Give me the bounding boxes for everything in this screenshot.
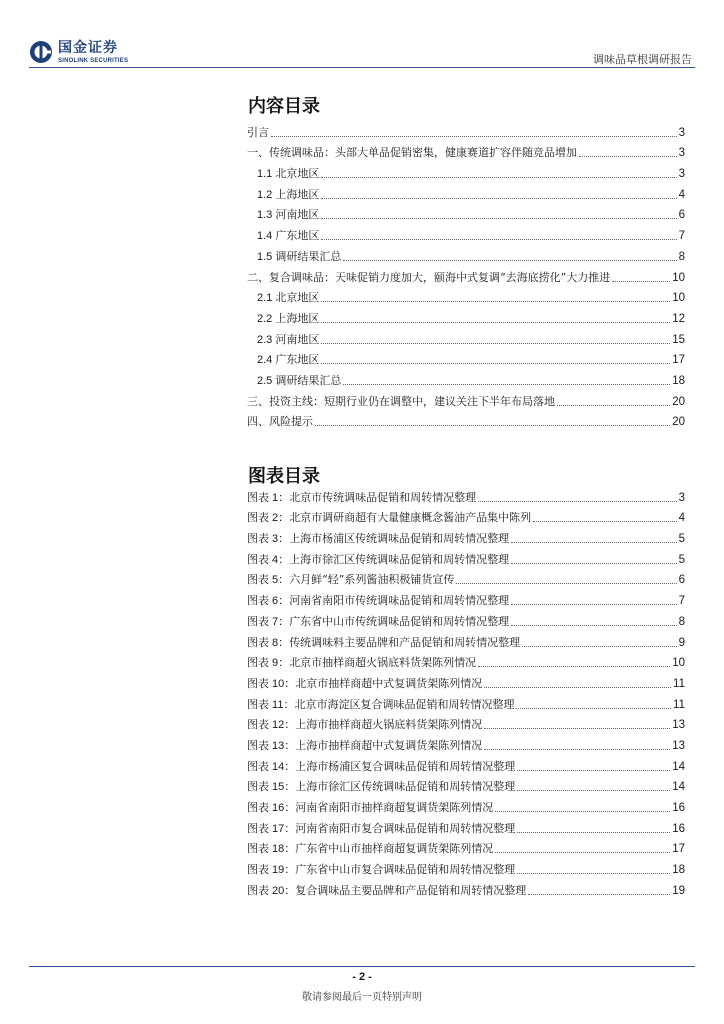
figure-entry[interactable] — [247, 712, 685, 733]
toc-title: 内容目录 — [248, 96, 320, 117]
toc-entry-number: 1.1 — [257, 168, 276, 181]
toc-entry-page-number: 8 — [678, 250, 685, 263]
dot-leader — [528, 893, 670, 895]
figure-entry-page-number: 4 — [678, 512, 685, 525]
toc-entry-text: 广东地区 — [275, 353, 320, 367]
dot-leader — [511, 562, 676, 564]
sinolink-logo-icon — [29, 40, 53, 64]
figure-entry-number: 图表 3： — [247, 533, 290, 546]
figure-entry-label — [247, 884, 526, 898]
figure-entry[interactable] — [247, 567, 685, 588]
dot-leader — [484, 686, 671, 688]
figure-entry-label — [247, 594, 509, 608]
figure-entry-label — [247, 842, 493, 856]
figure-entry-label — [247, 573, 454, 587]
toc-entry-page-number: 3 — [678, 147, 685, 160]
toc-entry-text: 三、投资主线：短期行业仍在调整中，建议关注下半年布局落地 — [247, 394, 555, 408]
figure-entry-label — [247, 636, 520, 650]
figure-entry-number: 图表 12： — [247, 719, 296, 732]
dot-leader — [478, 500, 676, 502]
dot-leader — [343, 259, 676, 261]
toc-entry-number: 1.4 — [257, 230, 276, 243]
figure-entry[interactable] — [247, 732, 685, 753]
dot-leader — [517, 769, 670, 771]
dot-leader — [321, 300, 670, 302]
toc-entry-page-number: 18 — [672, 374, 685, 387]
dot-leader — [533, 520, 676, 522]
toc-entry-text: 广东地区 — [275, 229, 320, 243]
figure-entry-page-number: 5 — [678, 533, 685, 546]
figure-entry-text: 六月鲜“轻”系列酱油积极铺货宣传 — [289, 573, 455, 587]
figure-entry-number: 图表 16： — [247, 802, 296, 814]
figure-entry-number: 图表 20： — [247, 884, 296, 897]
figure-entry[interactable] — [247, 670, 685, 691]
figure-entry-text: 河南省南阳市传统调味品促销和周转情况整理 — [289, 594, 510, 608]
figure-entry[interactable] — [247, 815, 685, 836]
figure-entry-label — [247, 739, 482, 753]
figure-entry-text: 传统调味料主要品牌和产品促销和周转情况整理 — [289, 635, 521, 649]
dot-leader — [321, 238, 676, 240]
dot-leader — [495, 851, 670, 853]
figure-entry-number: 图表 10： — [247, 677, 296, 690]
toc-entry-number: 2.5 — [257, 374, 276, 387]
dot-leader — [517, 831, 670, 833]
figure-entry[interactable] — [247, 587, 685, 608]
figure-entry-page-number: 10 — [672, 657, 685, 670]
dot-leader — [456, 582, 676, 584]
toc-entry-number: 2.2 — [257, 312, 276, 325]
figure-entry-text: 广东省中山市复合调味品促销和周转情况整理 — [295, 863, 516, 877]
toc-entry-label — [257, 353, 319, 367]
toc-entry[interactable] — [247, 264, 685, 285]
dot-leader — [517, 789, 670, 791]
figure-entry[interactable] — [247, 629, 685, 650]
figure-entry[interactable] — [247, 525, 685, 546]
dot-leader — [478, 665, 670, 667]
toc-entry-label — [257, 229, 319, 243]
figure-entry-page-number: 16 — [672, 802, 685, 814]
figure-entry-text: 北京市海淀区复合调味品促销和周转情况整理 — [294, 697, 515, 711]
toc-entry-label — [247, 395, 555, 409]
toc-entry[interactable] — [247, 222, 685, 243]
toc-entry-text: 上海地区 — [275, 311, 320, 325]
figure-entry-page-number: 14 — [672, 760, 685, 773]
figure-entry-page-number: 5 — [678, 553, 685, 566]
logo-chinese-name: 国金证券 — [58, 39, 118, 56]
toc-entry-label — [247, 146, 577, 160]
toc-entry-label — [257, 312, 319, 326]
figure-entry-label — [247, 553, 509, 567]
figures-title: 图表目录 — [248, 466, 320, 487]
dot-leader — [612, 280, 670, 282]
dot-leader — [511, 541, 676, 543]
toc-entry-text: 调研结果汇总 — [275, 249, 342, 263]
figure-entry[interactable] — [247, 774, 685, 795]
toc-entry-text: 调研结果汇总 — [275, 373, 342, 387]
figure-entry-text: 上海市杨浦区复合调味品促销和周转情况整理 — [295, 759, 516, 773]
toc-entry-label — [247, 126, 269, 140]
figure-entry-number: 图表 8： — [247, 636, 290, 649]
toc-entry[interactable] — [247, 409, 685, 430]
figure-entry-number: 图表 6： — [247, 595, 290, 608]
figure-entry-page-number: 16 — [672, 822, 685, 835]
dot-leader — [321, 197, 676, 199]
footer-disclaimer: 敬请参阅最后一页特别声明 — [302, 992, 422, 1003]
toc-entry-label — [257, 374, 341, 388]
toc-entry[interactable] — [247, 202, 685, 223]
figure-entry[interactable] — [247, 877, 685, 898]
figure-entry-number: 图表 18： — [247, 843, 296, 856]
figure-entry[interactable] — [247, 836, 685, 857]
dot-leader — [321, 176, 676, 178]
figure-entry-label — [247, 718, 482, 732]
toc-list — [247, 119, 685, 429]
figure-entry[interactable] — [247, 650, 685, 671]
toc-entry-label — [247, 415, 313, 429]
toc-entry-page-number: 12 — [672, 312, 685, 325]
figure-entry-label — [247, 677, 482, 691]
figure-entry-page-number: 7 — [678, 595, 685, 608]
page-header — [0, 0, 724, 70]
toc-entry-label — [247, 271, 610, 285]
figure-entry-text: 河南省南阳市复合调味品促销和周转情况整理 — [295, 821, 516, 835]
figure-entry-text: 广东省中山市传统调味品促销和周转情况整理 — [289, 614, 510, 628]
figure-entry-page-number: 17 — [672, 843, 685, 856]
header-divider — [29, 67, 695, 68]
figure-entry-text: 北京市抽样商超中式复调货架陈列情况 — [295, 676, 483, 690]
figure-entry[interactable] — [247, 691, 685, 712]
figure-entry-page-number: 19 — [672, 884, 685, 897]
toc-entry-text: 引言 — [247, 125, 269, 139]
figure-entry-number: 图表 15： — [247, 781, 296, 794]
figure-entry-page-number: 6 — [678, 574, 685, 587]
figure-entry-number: 图表 14： — [247, 760, 296, 773]
toc-entry-page-number: 7 — [678, 230, 685, 243]
figure-entry-label — [247, 760, 515, 774]
figure-entry-page-number: 11 — [673, 677, 685, 690]
figure-entry-number: 图表 11： — [247, 698, 295, 711]
toc-entry-label — [257, 188, 319, 202]
figure-entry-page-number: 14 — [672, 781, 685, 794]
toc-entry-label — [257, 333, 319, 347]
figure-entry[interactable] — [247, 794, 685, 815]
figure-entry-number: 图表 9： — [247, 657, 290, 670]
figure-entry-label — [247, 511, 531, 525]
figure-entry-label — [247, 698, 514, 712]
page-number: - 2 - — [352, 971, 372, 983]
toc-entry-number: 1.5 — [257, 250, 276, 263]
figure-entry-label — [247, 656, 476, 670]
toc-entry[interactable] — [247, 347, 685, 368]
figure-entry-number: 图表 4： — [247, 553, 290, 566]
toc-entry[interactable] — [247, 326, 685, 347]
figure-entry-page-number: 9 — [678, 636, 685, 649]
figure-entry-text: 上海市抽样商超火锅底料货架陈列情况 — [295, 718, 483, 732]
toc-entry[interactable] — [247, 388, 685, 409]
figure-entry-text: 广东省中山市抽样商超复调货架陈列情况 — [295, 842, 494, 856]
report-type-label: 调味品草根调研报告 — [593, 53, 692, 66]
dot-leader — [484, 748, 670, 750]
figure-entry[interactable] — [247, 856, 685, 877]
toc-entry-page-number: 6 — [678, 209, 685, 222]
dot-leader — [517, 872, 670, 874]
toc-entry-page-number: 10 — [672, 292, 685, 305]
figure-entry-page-number: 3 — [678, 491, 685, 504]
toc-entry[interactable] — [247, 305, 685, 326]
toc-entry[interactable] — [247, 119, 685, 140]
dot-leader — [315, 424, 670, 426]
toc-entry-number: 2.1 — [257, 292, 276, 305]
figure-entry-label — [247, 822, 515, 836]
figure-entry-page-number: 13 — [672, 719, 685, 732]
toc-entry-label — [257, 167, 319, 181]
toc-entry-label — [257, 291, 319, 305]
toc-entry-page-number: 15 — [672, 333, 685, 346]
figure-entry[interactable] — [247, 505, 685, 526]
toc-entry-text: 河南地区 — [275, 208, 320, 222]
dot-leader — [321, 217, 676, 219]
toc-entry-page-number: 3 — [678, 126, 685, 139]
toc-entry-page-number: 20 — [672, 416, 685, 429]
toc-entry-number: 2.3 — [257, 333, 276, 346]
toc-entry-page-number: 17 — [672, 354, 685, 367]
figure-entry-page-number: 18 — [672, 864, 685, 877]
figure-entry-number: 图表 1： — [247, 491, 290, 504]
figure-entry[interactable] — [247, 608, 685, 629]
toc-entry-label — [257, 208, 319, 222]
figure-entry-text: 北京市调研商超有大量健康概念酱油产品集中陈列 — [289, 511, 532, 525]
toc-entry[interactable] — [247, 367, 685, 388]
figure-entry-number: 图表 17： — [247, 822, 296, 835]
figure-entry-text: 北京市传统调味品促销和周转情况整理 — [289, 490, 477, 504]
toc-entry[interactable] — [247, 140, 685, 161]
dot-leader — [321, 342, 670, 344]
figure-entry-text: 上海市徐汇区传统调味品促销和周转情况整理 — [295, 780, 516, 794]
dot-leader — [579, 155, 677, 157]
toc-entry-text: 北京地区 — [275, 291, 320, 305]
figure-entry-label — [247, 780, 515, 794]
figure-entry-text: 上海市抽样商超中式复调货架陈列情况 — [295, 738, 483, 752]
dot-leader — [271, 135, 677, 137]
figure-entry-page-number: 13 — [672, 739, 685, 752]
figure-entry-number: 图表 7： — [247, 615, 290, 628]
figure-entry-label — [247, 801, 493, 815]
figure-entry-label — [247, 863, 515, 877]
toc-entry-label — [257, 250, 341, 264]
dot-leader — [516, 707, 671, 709]
figure-entry-page-number: 8 — [678, 615, 685, 628]
dot-leader — [484, 727, 670, 729]
toc-entry[interactable] — [247, 285, 685, 306]
toc-entry-page-number: 10 — [672, 271, 685, 284]
figure-entry-text: 复合调味品主要品牌和产品促销和周转情况整理 — [295, 883, 527, 897]
logo-english-name: SINOLINK SECURITIES — [58, 57, 129, 64]
figure-entry[interactable] — [247, 484, 685, 505]
dot-leader — [321, 321, 670, 323]
company-logo — [29, 40, 128, 64]
toc-entry-text: 一、传统调味品：头部大单品促销密集，健康赛道扩容伴随竞品增加 — [247, 146, 577, 160]
figure-entry[interactable] — [247, 546, 685, 567]
figure-entry-text: 上海市杨浦区传统调味品促销和周转情况整理 — [289, 532, 510, 546]
toc-entry-number: 1.2 — [257, 188, 276, 201]
dot-leader — [522, 645, 676, 647]
figure-entry-number: 图表 5： — [247, 574, 290, 587]
figure-entry-text: 上海市徐汇区传统调味品促销和周转情况整理 — [289, 552, 510, 566]
figure-entry-page-number: 11 — [673, 698, 685, 711]
toc-entry[interactable] — [247, 160, 685, 181]
toc-entry-text: 北京地区 — [275, 167, 320, 181]
dot-leader — [495, 810, 670, 812]
toc-entry-text: 四、风险提示 — [247, 415, 313, 429]
figure-entry-label — [247, 615, 509, 629]
figure-entry-number: 图表 13： — [247, 739, 296, 752]
figure-entry-label — [247, 491, 476, 505]
toc-entry-page-number: 4 — [678, 188, 685, 201]
figure-entry-text: 河南省南阳市抽样商超复调货架陈列情况 — [295, 801, 494, 814]
toc-entry-text: 河南地区 — [275, 332, 320, 346]
dot-leader — [321, 362, 670, 364]
figure-entry-number: 图表 2： — [247, 512, 290, 525]
figure-entry[interactable] — [247, 753, 685, 774]
toc-entry-number: 2.4 — [257, 354, 276, 367]
dot-leader — [343, 383, 670, 385]
toc-entry-text: 二、复合调味品：天味促销力度加大，颐海中式复调“去海底捞化”大力推进 — [247, 270, 611, 284]
dot-leader — [511, 624, 676, 626]
figures-list — [247, 484, 685, 898]
figure-entry-number: 图表 19： — [247, 864, 296, 877]
toc-entry-number: 1.3 — [257, 209, 276, 222]
toc-entry[interactable] — [247, 181, 685, 202]
dot-leader — [511, 603, 676, 605]
dot-leader — [557, 404, 670, 406]
toc-entry[interactable] — [247, 243, 685, 264]
toc-entry-page-number: 20 — [672, 395, 685, 408]
figure-entry-label — [247, 532, 509, 546]
figure-entry-text: 北京市抽样商超火锅底料货架陈列情况 — [289, 656, 477, 670]
footer-divider — [29, 966, 695, 967]
toc-entry-text: 上海地区 — [275, 187, 320, 201]
toc-entry-page-number: 3 — [678, 168, 685, 181]
